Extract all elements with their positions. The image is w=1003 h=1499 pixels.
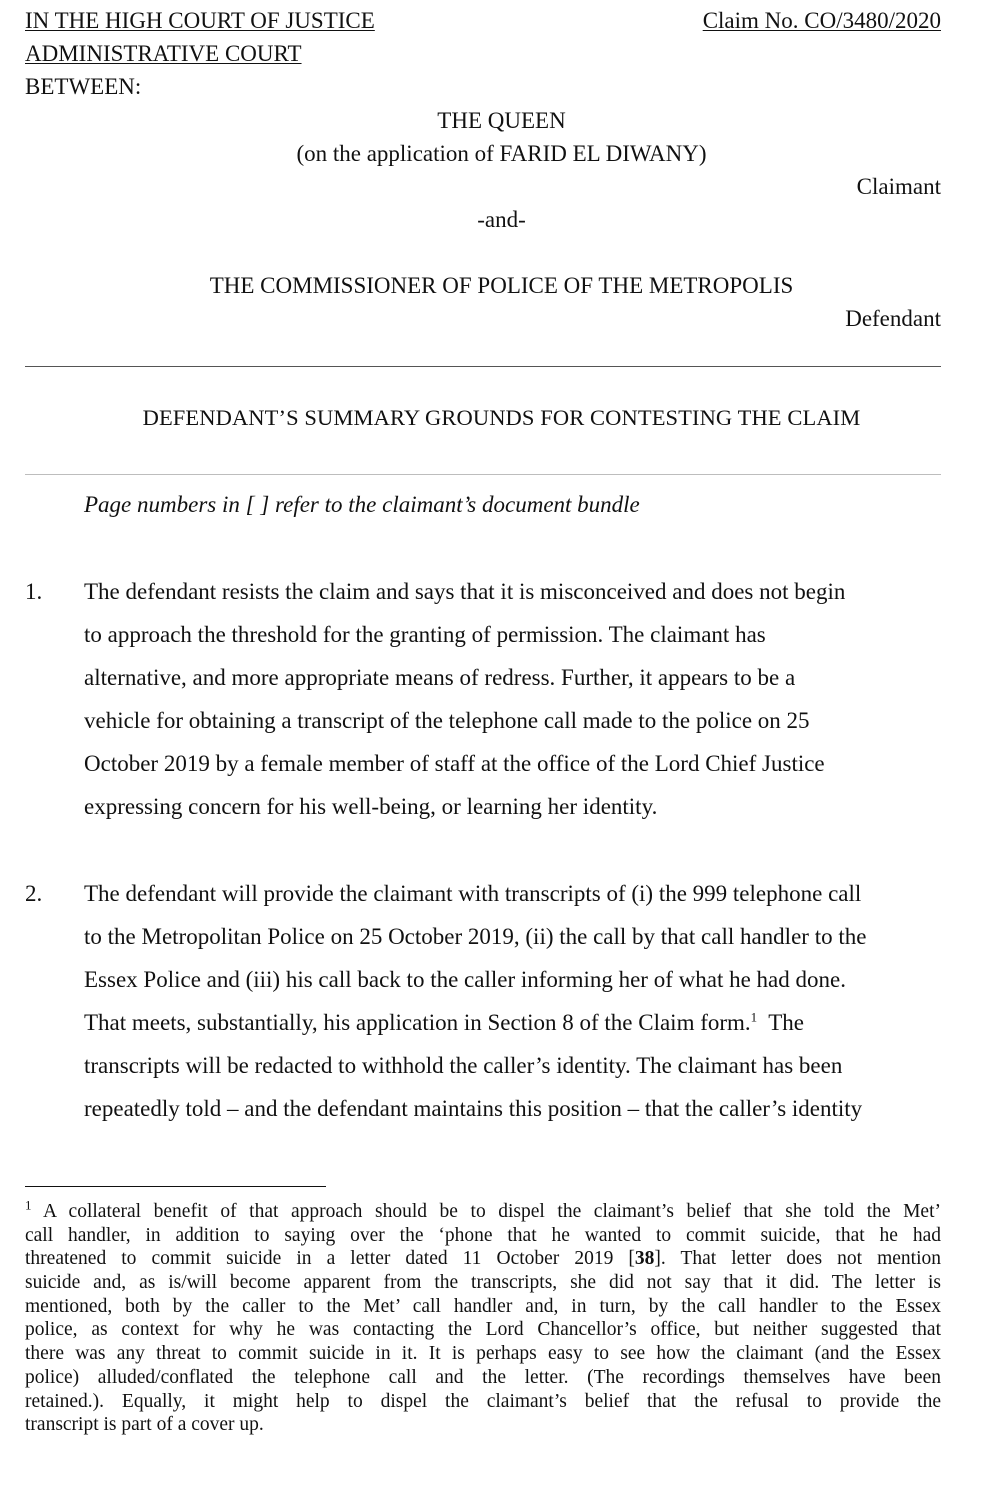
- between-label: BETWEEN:: [25, 74, 142, 99]
- footnote-line: there was any threat to commit suicide in it. It is perhaps easy to see how the claimant (and the Essex: [25, 1343, 941, 1365]
- paragraph-line: expressing concern for his well-being, or learning her identity.: [84, 794, 658, 819]
- footnote-reference[interactable]: 1: [750, 1009, 758, 1025]
- footnote-line: $^1$ A collateral benefit of that approach should be to dispel the claimant’s belief that she told the Met’: [25, 1197, 941, 1222]
- footnote-line: suicide and, as is/will become apparent from the transcripts, she did not say that it did. The letter is: [25, 1272, 941, 1294]
- paragraph-line-text: That meets, substantially, his application in Section 8 of the Claim form.: [84, 1010, 751, 1035]
- footnote-marker: 1: [25, 1197, 32, 1213]
- paragraph-line: The defendant will provide the claimant with transcripts of (i) the 999 telephone call: [84, 881, 862, 906]
- and-separator: -and-: [477, 207, 526, 232]
- paragraph-line-text: The: [757, 1010, 805, 1035]
- paragraph-number: 1.: [25, 579, 43, 604]
- paragraph-number: 2.: [25, 881, 43, 906]
- defendant-name: THE COMMISSIONER OF POLICE OF THE METROPOLIS: [209, 273, 794, 298]
- footnote-separator: [25, 1186, 326, 1187]
- document-title: DEFENDANT’S SUMMARY GROUNDS FOR CONTESTING THE CLAIM: [142, 405, 861, 430]
- paragraph-line: October 2019 by a female member of staff at the office of the Lord Chief Justice: [84, 751, 825, 776]
- footnote-line: call handler, in addition to saying over the ‘phone that he wanted to commit suicide, that he had: [25, 1224, 941, 1246]
- footnote-line: mentioned, both by the caller to the Met’ call handler and, in turn, by the call handler to the Essex: [25, 1295, 941, 1317]
- divider-top: [25, 366, 941, 367]
- paragraph-line: alternative, and more appropriate means of redress. Further, it appears to be a: [84, 665, 796, 690]
- paragraph-line: repeatedly told – and the defendant maintains this position – that the caller’s identity: [84, 1096, 863, 1121]
- paragraph-line: Essex Police and (iii) his call back to the caller informing her of what he had done.: [84, 967, 846, 992]
- paragraph-line: [84, 1009, 804, 1037]
- paragraph-line: to the Metropolitan Police on 25 October 2019, (ii) the call by that call handler to the: [84, 924, 867, 949]
- claimant-line1: THE QUEEN: [437, 108, 566, 133]
- claimant-line2: (on the application of FARID EL DIWANY): [296, 141, 707, 166]
- bundle-page-reference: 38: [634, 1248, 655, 1270]
- claimant-role: Claimant: [856, 174, 941, 199]
- paragraph-line: transcripts will be redacted to withhold the caller’s identity. The claimant has been: [84, 1053, 843, 1078]
- court-name-line1: IN THE HIGH COURT OF JUSTICE: [25, 8, 375, 33]
- defendant-role: Defendant: [845, 306, 941, 331]
- court-name-line2: ADMINISTRATIVE COURT: [25, 41, 302, 66]
- footnote-1: [25, 1197, 941, 1437]
- paragraph-line: to approach the threshold for the granting of permission. The claimant has: [84, 622, 766, 647]
- footnote-line: police, as context for why he was contacting the Lord Chancellor’s office, but neither suggested that: [25, 1319, 941, 1341]
- paragraph-line: The defendant resists the claim and says that it is misconceived and does not begin: [84, 579, 846, 604]
- footnote-line: retained.). Equally, it might help to dispel the claimant’s belief that the refusal to provide the: [25, 1390, 941, 1412]
- footnote-line: police) alluded/conflated the telephone call and the letter. (The recordings themselves have been: [25, 1366, 941, 1388]
- divider-bottom: [25, 474, 941, 475]
- claim-number: Claim No. CO/3480/2020: [702, 8, 941, 33]
- paragraph-line: vehicle for obtaining a transcript of the telephone call made to the police on 25: [84, 708, 810, 733]
- page-number-note: Page numbers in [ ] refer to the claimant’s document bundle: [84, 492, 640, 517]
- footnote-line: transcript is part of a cover up.: [25, 1414, 264, 1436]
- footnote-line: threatened to commit suicide in a letter dated 11 October 2019 [38]. That letter does not mention: [25, 1248, 941, 1270]
